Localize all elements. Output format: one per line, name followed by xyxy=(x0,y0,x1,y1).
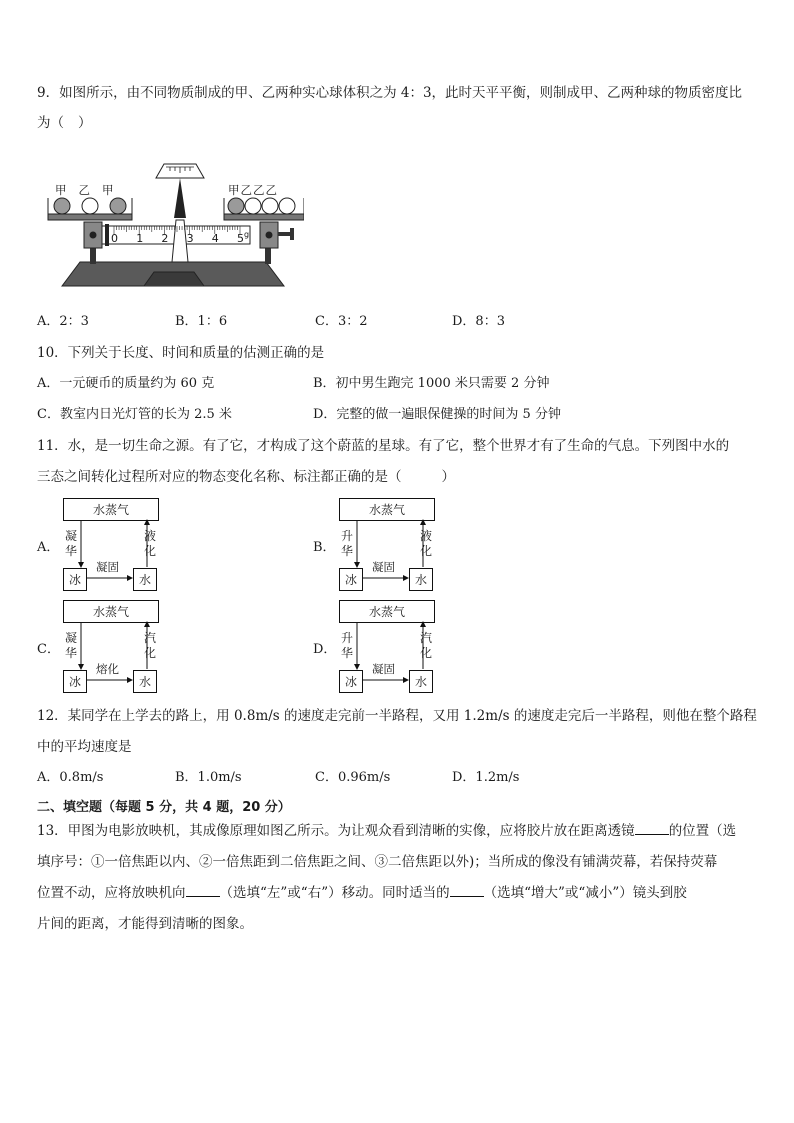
q9-stem-line1: 9．如图所示，由不同物质制成的甲、乙两种实心球体积之为 4：3，此时天平平衡，则制成甲、乙两种球的物质密度比 xyxy=(37,85,743,101)
label-jia: 甲 xyxy=(55,183,67,197)
box-water: 水 xyxy=(133,670,157,693)
q11-paren-close: ） xyxy=(441,469,455,485)
q12-option-c[interactable]: C．0.96m/s xyxy=(315,770,391,785)
box-ice: 冰 xyxy=(63,568,87,591)
q9-paren-close: ） xyxy=(78,115,92,131)
answer-blank-1[interactable] xyxy=(635,822,669,835)
ball-jia xyxy=(228,198,244,214)
diagram-option-a[interactable] xyxy=(37,498,167,592)
balance-figure xyxy=(44,158,304,290)
label-jia: 甲 xyxy=(228,183,241,197)
option-label: C． xyxy=(37,642,60,657)
q9-option-d[interactable]: D．8：3 xyxy=(452,314,505,329)
q10-option-d[interactable]: D．完整的做一遍眼保健操的时间为 5 分钟 xyxy=(313,407,561,422)
q13-line4: 片间的距离，才能得到清晰的图象。 xyxy=(37,916,253,932)
diagram-option-c[interactable] xyxy=(37,600,167,694)
ball-yi xyxy=(82,198,98,214)
label-up: 液 化 xyxy=(143,529,156,558)
option-label: B． xyxy=(313,540,336,555)
q13-line2: 填序号：①一倍焦距以内、②一倍焦距到二倍焦距之间、③二倍焦距以外)；当所成的像没有铺满荧幕，若保持荧幕 xyxy=(37,854,718,870)
label-mid: 凝固 xyxy=(96,560,119,574)
q13-text: 13．甲图为电影放映机，其成像原理如图乙所示。为让观众看到清晰的实像，应将胶片放在距离透镜 xyxy=(37,823,635,839)
q10-stem: 10．下列关于长度、时间和质量的估测正确的是 xyxy=(37,345,325,361)
q13-text: 的位置（选 xyxy=(668,823,737,839)
box-ice: 冰 xyxy=(339,568,363,591)
answer-blank-2[interactable] xyxy=(186,884,220,897)
right-labels xyxy=(228,182,278,198)
label-up: 汽 化 xyxy=(419,631,432,660)
q11-stem-line2 xyxy=(37,468,455,486)
q11-stem-line1: 11．水，是一切生命之源。有了它，才构成了这个蔚蓝的星球。有了它，整个世界才有了生命的气息。下列图中水的 xyxy=(37,438,730,454)
box-water: 水 xyxy=(409,568,433,591)
ball-yi xyxy=(262,198,278,214)
box-water: 水 xyxy=(133,568,157,591)
ball-yi xyxy=(245,198,261,214)
box-water: 水 xyxy=(409,670,433,693)
q11-stem-text: 三态之间转化过程所对应的物态变化名称、标注都正确的是（ xyxy=(37,469,402,485)
ruler-tick-label: 3 xyxy=(186,232,194,245)
right-pan xyxy=(224,214,304,220)
q9-option-b[interactable]: B．1：6 xyxy=(175,314,228,329)
label-up: 汽 化 xyxy=(143,631,156,660)
q12-option-b[interactable]: B．1.0m/s xyxy=(175,770,242,785)
q10-option-c[interactable]: C．教室内日光灯管的长为 2.5 米 xyxy=(37,407,232,422)
q13-text: （选填“增大”或“减小”）镜头到胶 xyxy=(483,885,687,901)
label-yi: 乙 xyxy=(240,183,253,197)
q12-option-a[interactable]: A．0.8m/s xyxy=(37,770,104,785)
box-vapor: 水蒸气 xyxy=(339,600,435,623)
q13-line3 xyxy=(37,884,687,902)
label-yi: 乙 xyxy=(78,183,90,197)
q9-paren-open: 为（ xyxy=(37,115,64,131)
box-vapor: 水蒸气 xyxy=(339,498,435,521)
label-jia: 甲 xyxy=(102,183,114,197)
q9-option-c[interactable]: C．3：2 xyxy=(315,314,368,329)
label-mid: 凝固 xyxy=(372,560,395,574)
q12-stem-line2: 中的平均速度是 xyxy=(37,739,132,755)
label-mid: 熔化 xyxy=(96,662,119,676)
q13-text: 位置不动，应将放映机向 xyxy=(37,885,186,901)
ball-jia xyxy=(110,198,126,214)
box-vapor: 水蒸气 xyxy=(63,498,159,521)
label-mid: 凝固 xyxy=(372,662,395,676)
diagram-arrows xyxy=(313,600,443,694)
diagram-option-d[interactable] xyxy=(313,600,443,694)
label-up: 液 化 xyxy=(419,529,432,558)
diagram-option-b[interactable] xyxy=(313,498,443,592)
label-yi: 乙 xyxy=(265,183,278,197)
box-ice: 冰 xyxy=(339,670,363,693)
section-title: 二、填空题（每题 5 分，共 4 题，20 分） xyxy=(37,800,291,815)
q13-text: （选填“左”或“右”）移动。同时适当的 xyxy=(219,885,450,901)
ruler-tick-label: 5 xyxy=(237,232,244,245)
q12-stem-line1: 12．某同学在上学去的路上，用 0.8m/s 的速度走完前一半路程，又用 1.2m/s 的速度走完后一半路程，则他在整个路程 xyxy=(37,708,757,724)
ruler-tick-label: 2 xyxy=(161,232,169,245)
q10-option-b[interactable]: B．初中男生跑完 1000 米只需要 2 分钟 xyxy=(313,376,550,391)
label-down: 升 华 xyxy=(340,631,353,660)
ruler-tick-label: 4 xyxy=(211,232,219,245)
q13-line1 xyxy=(37,822,736,840)
q9-stem-line2 xyxy=(37,114,92,132)
ruler-unit: g xyxy=(244,230,250,239)
box-vapor: 水蒸气 xyxy=(63,600,159,623)
label-yi: 乙 xyxy=(253,183,266,197)
left-labels xyxy=(55,182,114,198)
option-label: A． xyxy=(37,540,60,555)
ruler-tick-label: 0 xyxy=(111,232,118,245)
q9-option-a[interactable]: A．2：3 xyxy=(37,314,89,329)
label-down: 凝 华 xyxy=(64,631,77,660)
diagram-arrows xyxy=(37,600,167,694)
diagram-arrows xyxy=(313,498,443,592)
answer-blank-3[interactable] xyxy=(450,884,484,897)
q12-option-d[interactable]: D．1.2m/s xyxy=(452,770,520,785)
diagram-arrows xyxy=(37,498,167,592)
label-down: 升 华 xyxy=(340,529,353,558)
ruler-tick-label: 1 xyxy=(136,232,144,245)
label-down: 凝 华 xyxy=(64,529,77,558)
box-ice: 冰 xyxy=(63,670,87,693)
q10-option-a[interactable]: A．一元硬币的质量约为 60 克 xyxy=(37,376,215,391)
rider xyxy=(105,224,109,246)
option-label: D． xyxy=(313,642,337,657)
ball-yi xyxy=(279,198,295,214)
left-pan xyxy=(48,214,132,220)
ball-jia xyxy=(54,198,70,214)
